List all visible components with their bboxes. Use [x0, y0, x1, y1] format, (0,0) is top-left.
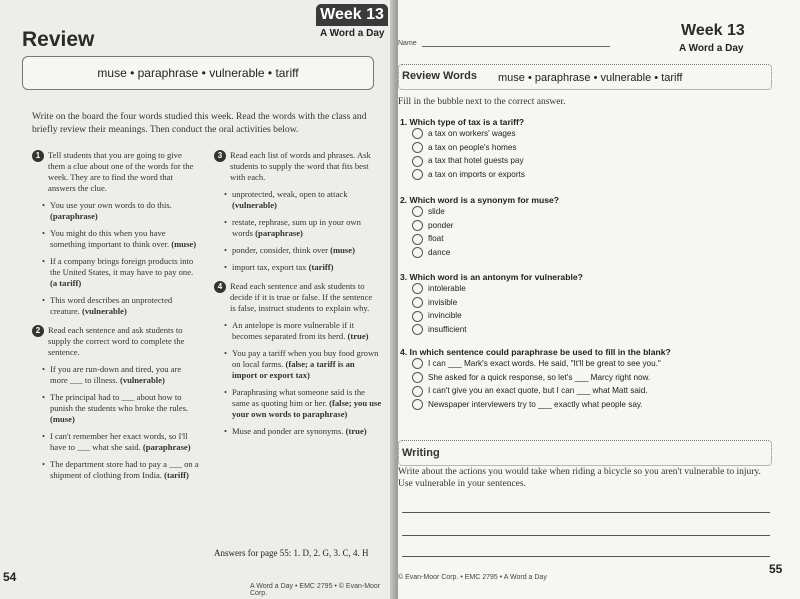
answer-option[interactable]: invisible — [400, 296, 780, 310]
bubble-icon[interactable] — [412, 247, 423, 258]
step-2 — [32, 325, 200, 358]
step-3 — [214, 150, 382, 183]
question-text: 2. Which word is a synonym for muse? — [400, 195, 560, 205]
answer-option[interactable]: a tax that hotel guests pay — [400, 154, 780, 168]
step-text: Read each list of words and phrases. Ask students to supply the word that fits best with each. — [230, 150, 371, 182]
bubble-icon[interactable] — [412, 206, 423, 217]
list-item: • You use your own words to do this. (paraphrase) — [42, 200, 200, 222]
writing-box — [398, 440, 772, 466]
bubble-icon[interactable] — [412, 399, 423, 410]
bubble-icon[interactable] — [412, 234, 423, 245]
answer-option[interactable]: She asked for a quick response, so let's ___ Marcy right now. — [400, 371, 784, 385]
answer-option[interactable]: I can't give you an exact quote, but I can ___ what Matt said. — [400, 384, 784, 398]
answer-option[interactable]: dance — [400, 246, 780, 260]
step-text: Tell students that you are going to give them a clue about one of the words for the week. They are to find the word that answers the clue. — [48, 150, 194, 193]
writing-line[interactable] — [402, 512, 770, 513]
question-4 — [400, 347, 784, 411]
answer-option[interactable]: a tax on workers' wages — [400, 127, 780, 141]
name-line — [422, 46, 610, 47]
right-page — [398, 0, 800, 599]
bubble-icon[interactable] — [412, 128, 423, 139]
step-number: 4 — [214, 281, 226, 293]
name-label: Name — [398, 40, 417, 47]
answer-option[interactable]: insufficient — [400, 323, 780, 337]
answer-option[interactable]: I can ___ Mark's exact words. He said, "It'll be great to see you." — [400, 357, 784, 371]
list-item: • The department store had to pay a ___ on a shipment of clothing from India. (tariff) — [42, 459, 200, 481]
step-1 — [32, 150, 200, 194]
step-4 — [214, 281, 382, 314]
bubble-icon[interactable] — [412, 169, 423, 180]
bubble-icon[interactable] — [412, 311, 423, 322]
bubble-icon[interactable] — [412, 386, 423, 397]
step-number: 3 — [214, 150, 226, 162]
review-words-list: muse • paraphrase • vulnerable • tariff — [498, 72, 683, 84]
step-text: Read each sentence and ask students to decide if it is true or false. If the sentence is false, instruct students to explain why. — [230, 281, 373, 313]
left-column — [32, 150, 200, 487]
week-title: Week 13 — [681, 22, 745, 39]
writing-prompt: Write about the actions you would take when riding a bicycle so you aren't vulnerable to injury. Use vulnerable in your sentences. — [398, 467, 761, 489]
writing-line[interactable] — [402, 556, 770, 557]
bubble-icon[interactable] — [412, 372, 423, 383]
answer-option[interactable]: intolerable — [400, 282, 780, 296]
list-item: • The principal had to ___ about how to punish the students who broke the rules. (muse) — [42, 392, 200, 425]
answer-option[interactable]: invincible — [400, 309, 780, 323]
series-title: A Word a Day — [320, 28, 385, 39]
list-item: • I can't remember her exact words, so I'll have to ___ what she said. (paraphrase) — [42, 431, 200, 453]
list-item: • import tax, export tax (tariff) — [224, 262, 382, 273]
question-text: 3. Which word is an antonym for vulnerable? — [400, 272, 583, 282]
page-title: Review — [22, 28, 95, 51]
answer-option[interactable]: Newspaper interviewers try to ___ exactly what people say. — [400, 398, 784, 412]
list-item: • This word describes an unprotected creature. (vulnerable) — [42, 295, 200, 317]
answer-option[interactable]: a tax on imports or exports — [400, 168, 780, 182]
right-column — [214, 150, 382, 443]
bubble-icon[interactable] — [412, 358, 423, 369]
answer-option[interactable]: float — [400, 232, 780, 246]
list-item: • If a company brings foreign products into the United States, it may have to pay one. (a tariff) — [42, 256, 200, 289]
question-3 — [400, 272, 780, 336]
answer-option[interactable]: ponder — [400, 219, 780, 233]
writing-label: Writing — [402, 447, 440, 459]
answer-option[interactable]: a tax on people's homes — [400, 141, 780, 155]
word-list-box: muse • paraphrase • vulnerable • tariff — [22, 56, 374, 90]
review-words-label: Review Words — [402, 70, 477, 82]
series-title: A Word a Day — [679, 43, 744, 54]
step-number: 2 — [32, 325, 44, 337]
bubble-icon[interactable] — [412, 142, 423, 153]
bubble-icon[interactable] — [412, 283, 423, 294]
question-2 — [400, 195, 780, 259]
writing-line[interactable] — [402, 535, 770, 536]
list-item: • Muse and ponder are synonyms. (true) — [224, 426, 382, 437]
answer-option[interactable]: slide — [400, 205, 780, 219]
page-number: 54 — [3, 570, 17, 584]
step-text: Read each sentence and ask students to supply the correct word to complete the sentence. — [48, 325, 185, 357]
intro-text: Write on the board the four words studied this week. Read the words with the class and briefly review their meanings. Then conduct the oral activities below. — [32, 111, 367, 135]
left-page — [0, 0, 396, 599]
list-item: • You might do this when you have something important to think over. (muse) — [42, 228, 200, 250]
list-item: • Paraphrasing what someone said is the same as quoting him or her. (false; you use your own words to paraphrase) — [224, 387, 382, 420]
question-text: 1. Which type of tax is a tariff? — [400, 117, 525, 127]
question-text: 4. In which sentence could paraphrase be used to fill in the blank? — [400, 347, 671, 357]
bubble-icon[interactable] — [412, 156, 423, 167]
page-number: 55 — [769, 562, 783, 576]
list-item: • An antelope is more vulnerable if it becomes separated from its herd. (true) — [224, 320, 382, 342]
step-number: 1 — [32, 150, 44, 162]
bubble-icon[interactable] — [412, 324, 423, 335]
list-item: • restate, rephrase, sum up in your own words (paraphrase) — [224, 217, 382, 239]
week-tab: Week 13 — [316, 4, 388, 26]
instruction-text: Fill in the bubble next to the correct answer. — [398, 97, 566, 107]
bubble-icon[interactable] — [412, 297, 423, 308]
list-item: • unprotected, weak, open to attack (vulnerable) — [224, 189, 382, 211]
list-item: • You pay a tariff when you buy food grown on local farms. (false; a tariff is an import or export tax) — [224, 348, 382, 381]
answer-key: Answers for page 55: 1. D, 2. G, 3. C, 4. H — [214, 548, 369, 558]
footer-credit: A Word a Day • EMC 2795 • © Evan-Moor Corp. — [250, 583, 381, 597]
footer-credit: © Evan-Moor Corp. • EMC 2795 • A Word a Day — [398, 574, 547, 581]
list-item: • ponder, consider, think over (muse) — [224, 245, 382, 256]
question-1 — [400, 117, 780, 181]
list-item: • If you are run-down and tired, you are more ___ to illness. (vulnerable) — [42, 364, 200, 386]
bubble-icon[interactable] — [412, 220, 423, 231]
